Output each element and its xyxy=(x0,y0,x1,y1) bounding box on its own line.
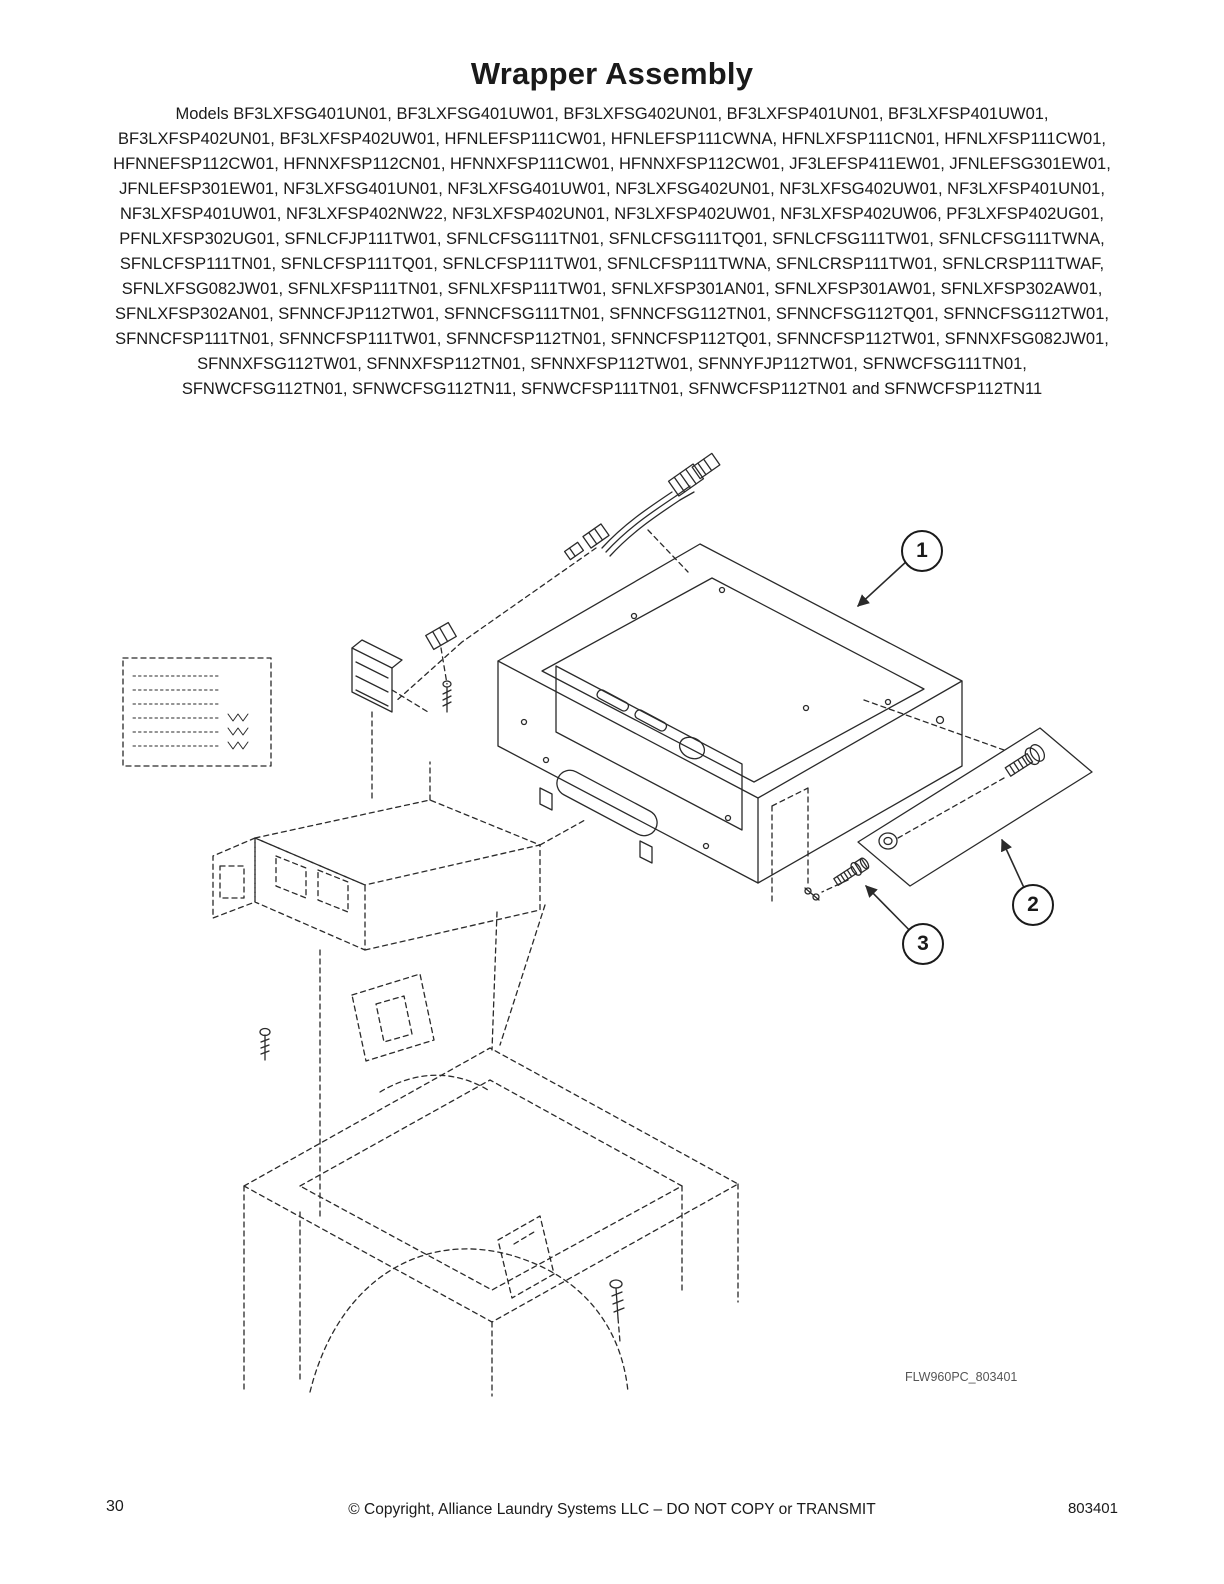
callout-3-number: 3 xyxy=(917,932,929,955)
fastener-plate-drawing xyxy=(858,700,1092,886)
wrapper-box-drawing xyxy=(498,544,962,902)
label-plate-drawing xyxy=(123,658,271,766)
bracket-screw-drawing xyxy=(260,1029,270,1061)
callout-arrows xyxy=(858,549,1031,942)
figure-code: FLW960PC_803401 xyxy=(905,1370,1018,1384)
small-bracket-drawing xyxy=(352,623,456,800)
document-number: 803401 xyxy=(1067,1500,1118,1517)
copyright-text: © Copyright, Alliance Laundry Systems LLC – DO NOT COPY or TRANSMIT xyxy=(348,1501,876,1518)
wire-harness-drawing xyxy=(395,453,720,702)
cabinet-drawing xyxy=(244,1048,738,1396)
callout-1-badge xyxy=(901,530,943,572)
cabinet-screw-drawing xyxy=(610,1280,624,1318)
callout-2-number: 2 xyxy=(1027,893,1039,916)
control-bracket-drawing xyxy=(213,762,585,1218)
callout-1-number: 1 xyxy=(916,539,928,562)
page-title: Wrapper Assembly xyxy=(470,56,754,91)
callout-2-badge xyxy=(1012,884,1054,926)
callout-3-badge xyxy=(902,923,944,965)
models-list: Models BF3LXFSG401UN01, BF3LXFSG401UW01, BF3LXFSG402UN01, BF3LXFSP401UN01, BF3LXFSP401UW01, BF3LXFSP402UN01, BF3LXFSP402UW01, HFNLEFSP111CW01, HFNLEFSP111CWNA, HFNLXFSP111CN01, HFNLXFSP111CW01, HFNNEFSP112CW01, HFNNXFSP112CN01, HFNNXFSP111CW01, HFNNXFSP112CW01, JF3LEFSP411EW01, JFNLEFSG301EW01, JFNLEFSP301EW01, NF3LXFSG401UN01, NF3LXFSG401UW01, NF3LXFSG402UN01, NF3LXFSG402UW01, NF3LXFSP401UN01, NF3LXFSP401UW01, NF3LXFSP402NW22, NF3LXFSP402UN01, NF3LXFSP402UW01, NF3LXFSP402UW06, PF3LXFSP402UG01, PFNLXFSP302UG01, SFNLCFJP111TW01, SFNLCFSG111TN01, SFNLCFSG111TQ01, SFNLCFSG111TW01, SFNLCFSG111TWNA, SFNLCFSP111TN01, SFNLCFSP111TQ01, SFNLCFSP111TW01, SFNLCFSP111TWNA, SFNLCRSP111TW01, SFNLCRSP111TWAF, SFNLXFSG082JW01, SFNLXFSP111TN01, SFNLXFSP111TW01, SFNLXFSP301AN01, SFNLXFSP301AW01, SFNLXFSP302AW01, SFNLXFSP302AN01, SFNNCFJP112TW01, SFNNCFSG111TN01, SFNNCFSG112TN01, SFNNCFSG112TQ01, SFNNCFSG112TW01, SFNNCFSP111TN01, SFNNCFSP111TW01, SFNNCFSP112TN01, SFNNCFSP112TQ01, SFNNCFSP112TW01, SFNNXFSG082JW01, SFNNXFSG112TW01, SFNNXFSP112TN01, SFNNXFSP112TW01, SFNNYFJP112TW01, SFNWCFSG111TN01, SFNWCFSG112TN01, SFNWCFSG112TN11, SFNWCFSP111TN01, SFNWCFSP112TN01 and SFNWCFSP112TN11 xyxy=(113,105,1111,398)
page-number: 30 xyxy=(106,1498,124,1515)
bolt-drawing xyxy=(805,856,871,900)
